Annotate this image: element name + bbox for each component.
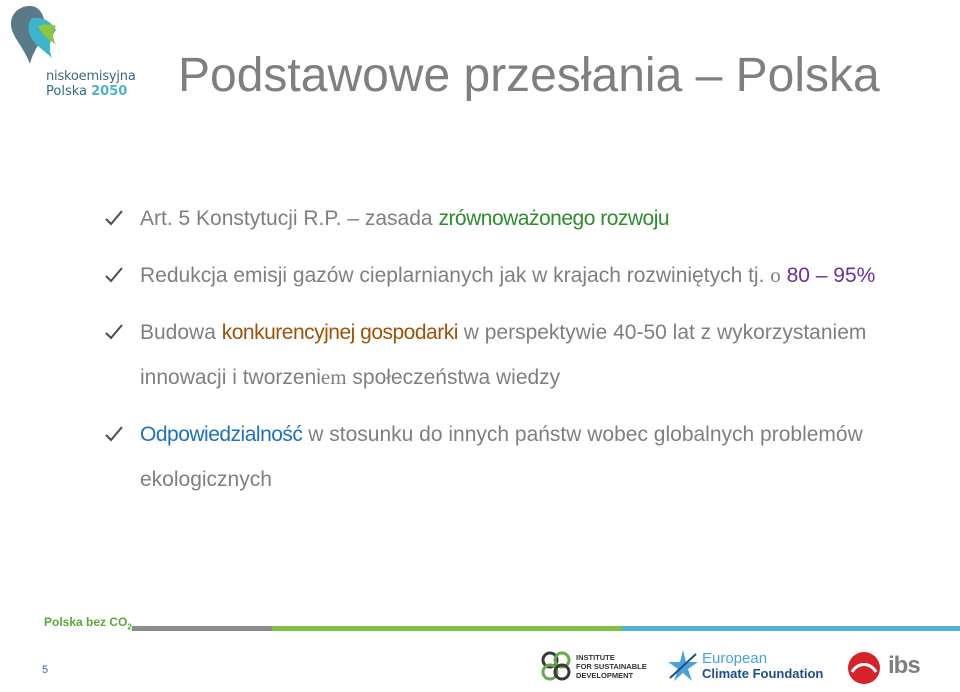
logo-text-line1: niskoemisyjna [46, 69, 136, 84]
bullet-3-highlight: konkurencyjnej gospodarki [221, 321, 458, 344]
checkmark-icon [104, 424, 124, 444]
logo-text-polska: Polska [46, 84, 92, 99]
ecf-star-icon [666, 648, 700, 684]
bullet-4-text: w stosunku do innych państw wobec globalnych problemów ekologicznych [140, 423, 863, 491]
page-number: 5 [42, 664, 49, 676]
isd-line-2: FOR SUSTAINABLE [576, 662, 647, 671]
niskoemisyjna-polska-2050-logo [8, 4, 148, 100]
balloon-logo-icon [8, 4, 68, 70]
european-climate-foundation-logo [666, 648, 826, 688]
footer-bar-blue [622, 626, 960, 631]
checkmark-icon [104, 208, 124, 228]
checkmark-icon [104, 265, 124, 285]
isd-logo [540, 650, 650, 686]
bullet-2-text: Redukcja emisji gazów cieplarnianych jak w krajach rozwiniętych tj. [140, 264, 771, 287]
bullet-1-text: Art. 5 Konstytucji R.P. – zasada [140, 207, 439, 230]
logo-text-line2 [46, 84, 127, 99]
footer-brand-text: Polska bez CO [44, 615, 128, 629]
bullet-3-serif-em: em [320, 365, 347, 389]
bullet-3-text-b: w perspektywie 40-50 lat z wykorzystaniem innowacji i tworzeni [140, 321, 867, 389]
bullet-1-highlight: zrównoważonego rozwoju [438, 207, 670, 230]
checkmark-icon [104, 322, 124, 342]
footer-brand-polska-bez-co2 [44, 615, 132, 631]
bullet-4-highlight: Odpowiedzialność [140, 423, 303, 446]
isd-line-1: INSTITUTE [576, 653, 615, 662]
bullet-list [104, 196, 924, 502]
ibs-logo [846, 650, 946, 690]
footer-brand-subscript: 2 [127, 622, 132, 632]
slide-title: Podstawowe przesłania – Polska [178, 49, 880, 102]
bullet-item-4 [104, 412, 924, 502]
logo-text-year: 2050 [91, 84, 128, 99]
footer-bar-green [272, 626, 622, 631]
ibs-circle-icon [846, 650, 882, 686]
isd-logo-text [576, 653, 647, 680]
isd-line-3: DEVELOPMENT [576, 671, 634, 680]
bullet-3-text-c: społeczeństwa wiedzy [346, 366, 561, 389]
bullet-item-3 [104, 310, 924, 400]
ecf-text-climate-foundation: Climate Foundation [702, 666, 824, 681]
ibs-text: ibs [888, 652, 920, 679]
bullet-2-serif-o: o [770, 263, 781, 287]
bullet-2-highlight: 80 – 95% [780, 264, 876, 287]
bullet-item-1 [104, 196, 924, 241]
ecf-text-european: European [702, 650, 768, 667]
bullet-item-2 [104, 253, 924, 298]
bullet-3-text-a: Budowa [140, 321, 222, 344]
footer-bar-grey [132, 626, 272, 631]
isd-knot-icon [540, 650, 572, 682]
